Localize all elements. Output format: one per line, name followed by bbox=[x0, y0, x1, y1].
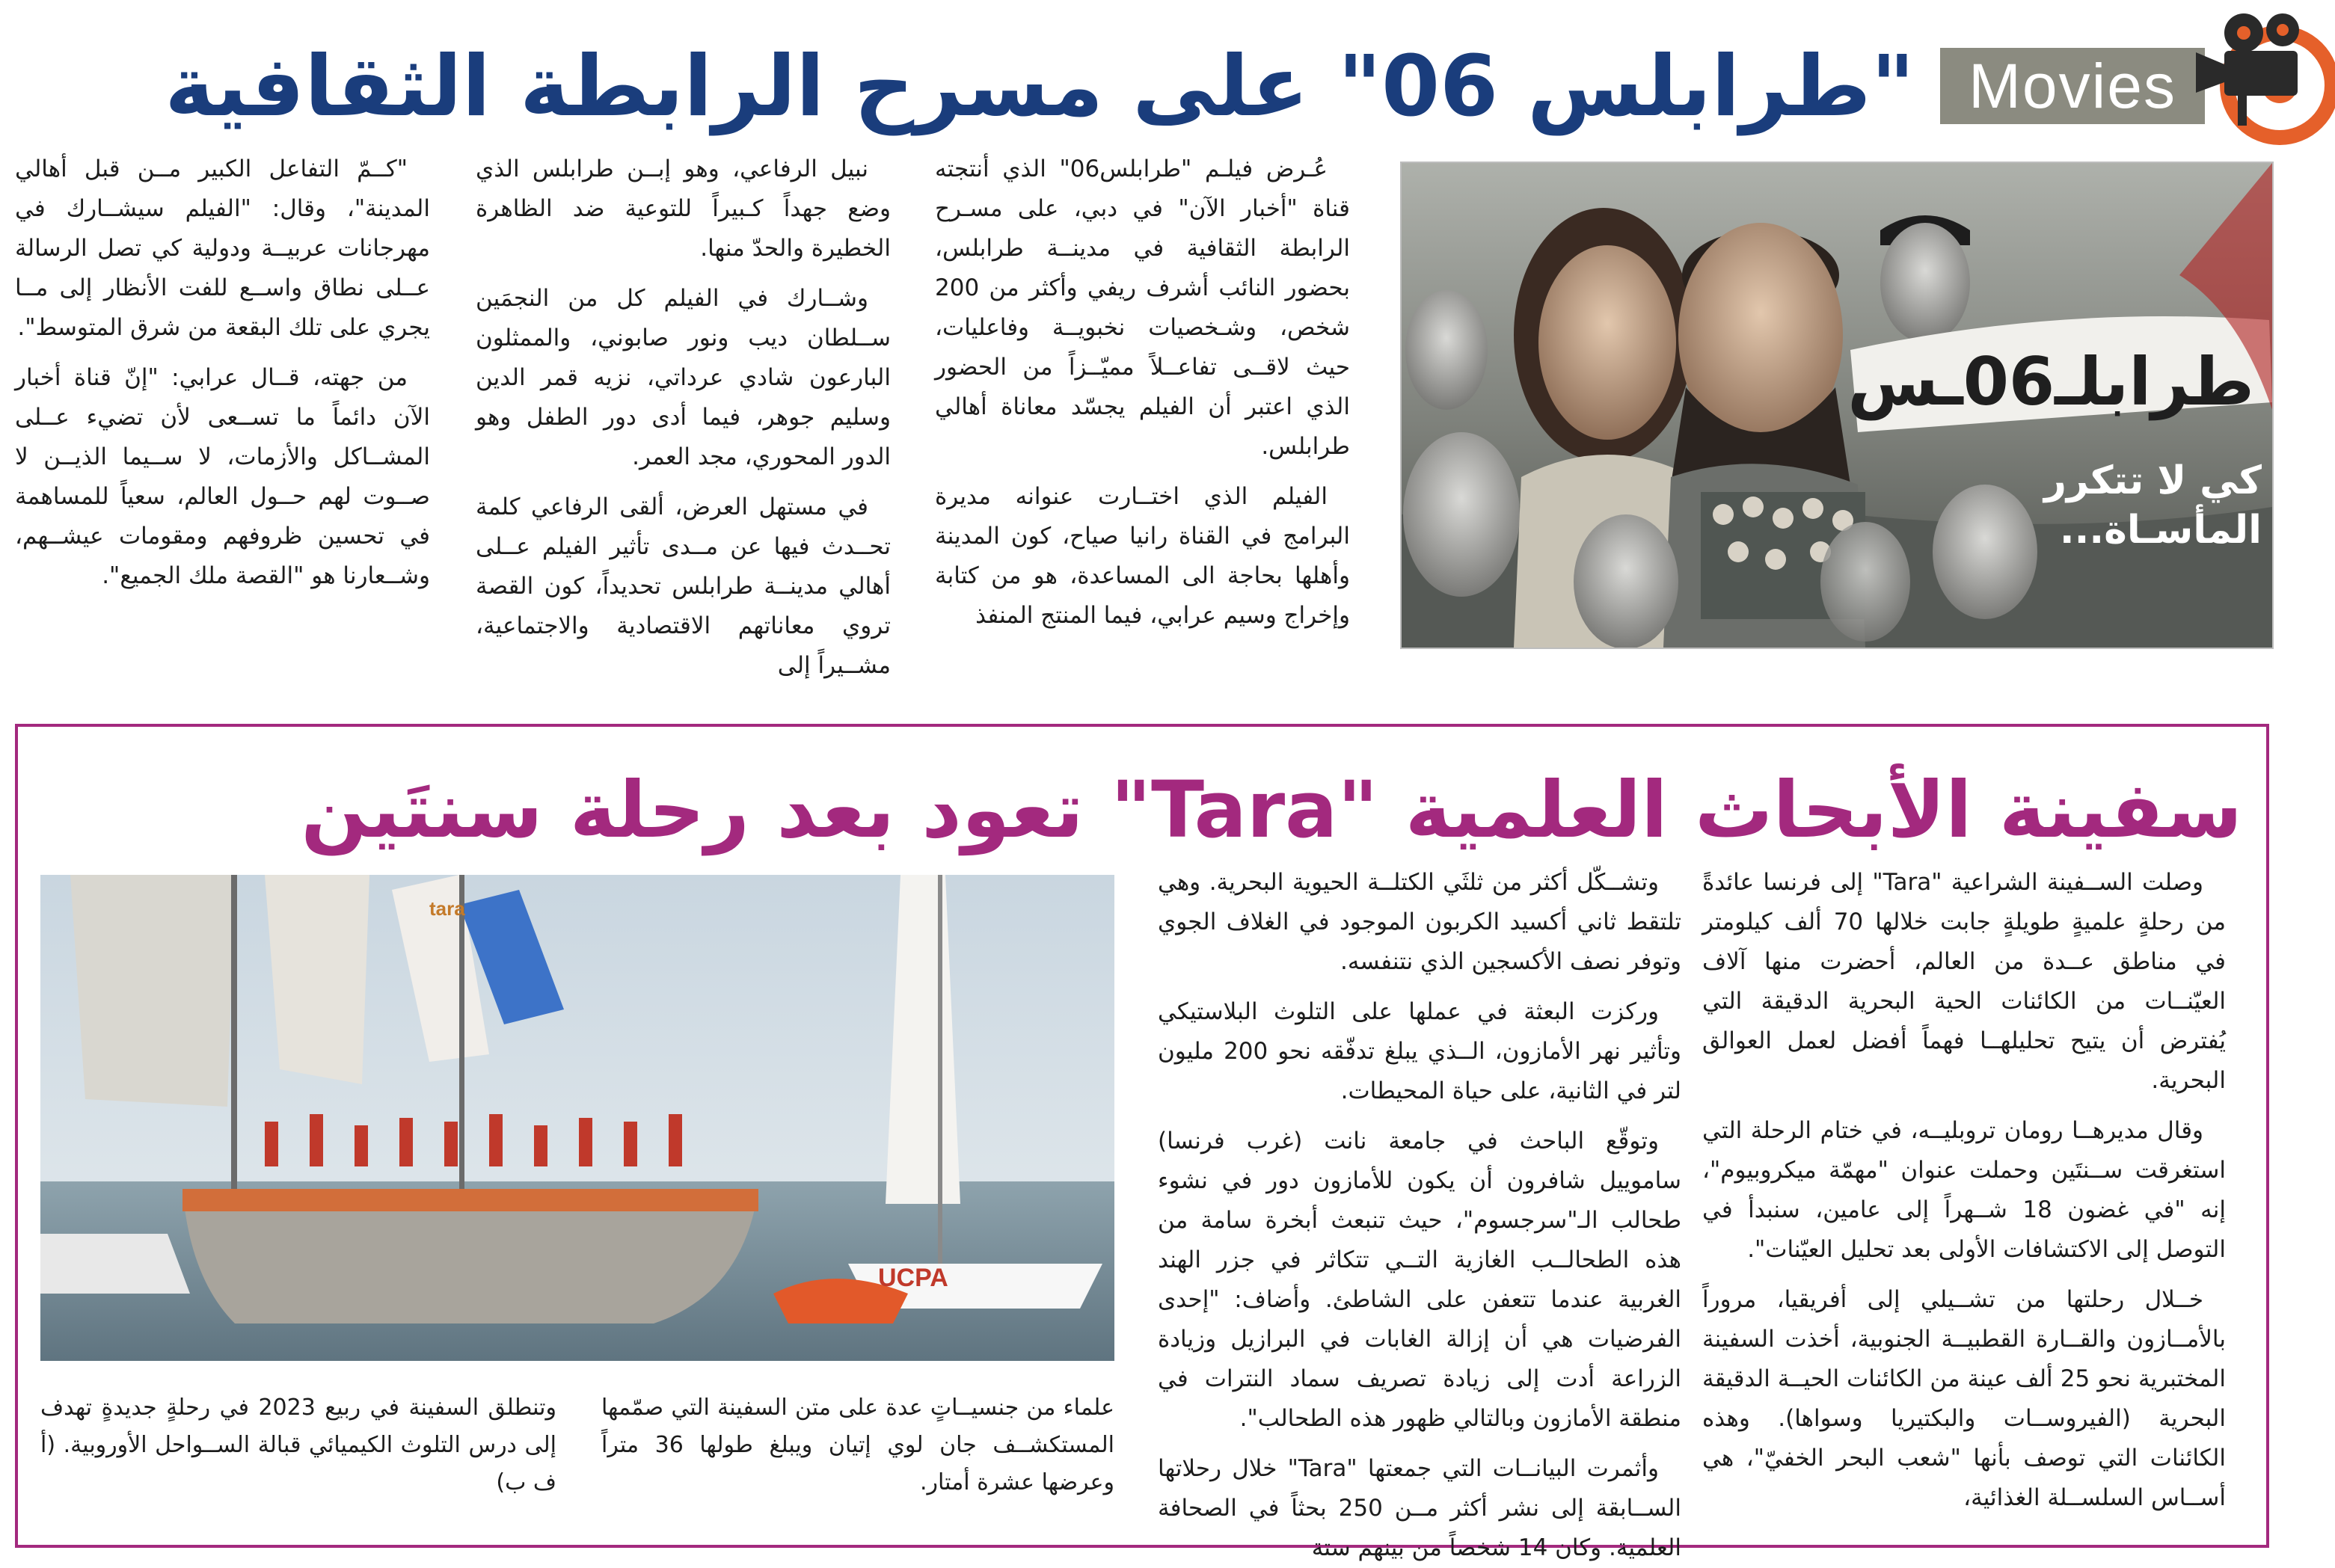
paragraph: الفيلم الذي اختــارت عنوانه مديرة البرامج في القناة رانيا صياح، كون المدينة وأهلها بحاجة الى المساعدة، هو من كتابة وإخراج وسيم عرابي، فيما المنتج المنفذ bbox=[935, 483, 1350, 629]
poster-tagline-line1: كي لا تتكرر bbox=[2043, 458, 2262, 503]
top-article-column-1 bbox=[935, 150, 1350, 658]
bottom-article-column-1 bbox=[1702, 863, 2226, 1536]
paragraph: في مستهل العرض، ألقى الرفاعي كلمة تحــدث فيها عن مــدى تأثير الفيلم عــلى أهالي مدينــة طرابلس تحديداً، كون القصة تروي معاناتهم الاقتصادية والاجتماعية، مشــيراً إلى bbox=[476, 494, 891, 679]
photo-caption-right bbox=[601, 1389, 1114, 1524]
paragraph: خــلال رحلتها من تشــيلي إلى أفريقيا، مروراً بالأمــازون والقــارة القطبيــة الجنوبية، أخذت السفينة المختبرية نحو 25 ألف عينة من الكائنات الحيــة الدقيقة البحرية (الفيروســات والبكتيريا وسواها). وهذه الكائنات التي توصف بأنها "شعب البحر الخفيّ"، هي أســاس السلســلة الغذائية، bbox=[1702, 1286, 2226, 1511]
paragraph: عُـرض فيلـم "طرابلس06" الذي أنتجته قناة "أخبار الآن" في دبي، على مسـرح الرابطة الثقافية في مدينــة طرابلس، بحضور النائب أشرف ريفي وأكثر من 200 شخص، وشـخصيات نخبويــة وفاعليات، حيث لاقــى تفاعــلاً مميّــزاً من الحضور الذي اعتبر أن الفيلم يجسّد معاناة أهالي طرابلس. bbox=[935, 156, 1350, 460]
photo-caption-left bbox=[40, 1389, 556, 1524]
paragraph: وتشــكّل أكثر من ثلثَي الكتلــة الحيوية البحرية. وهي تلتقط ثاني أكسيد الكربون الموجود في الغلاف الجوي وتوفر نصف الأكسجين الذي نتنفسه. bbox=[1158, 869, 1681, 975]
paragraph: علماء من جنسيــاتٍ عدة على متن السفينة التي صمّمها المستكشــف جان لوي إتيان ويبلغ طولها 36 متراً وعرضها عشرة أمتار. bbox=[601, 1395, 1114, 1495]
poster-tagline-line2: المأسـاة... bbox=[2059, 508, 2262, 553]
paragraph: وأثمرت البيانــات التي جمعتها "Tara" خلال رحلاتها الســابقة إلى نشر أكثر مــن 250 بحثاً في الصحافة العلمية. وكان 14 شخصاً من بينهم ستة bbox=[1158, 1455, 1681, 1561]
poster-tagline bbox=[2000, 456, 2262, 555]
top-headline: "طرابلس 06" على مسرح الرابطة الثقافية bbox=[165, 38, 1915, 135]
paragraph: وتنطلق السفينة في ربيع 2023 في رحلةٍ جديدةٍ تهدف إلى درس التلوث الكيميائي قبالة الســواحل الأوروبية. (أ ف ب) bbox=[40, 1395, 556, 1495]
top-article-column-2 bbox=[476, 150, 891, 679]
movie-poster-image bbox=[1400, 162, 2274, 649]
sail-mark: tara bbox=[429, 897, 465, 920]
paragraph: نبيل الرفاعي، وهو إبــن طرابلس الذي وضع جهداً كـبيراً للتوعية ضد الظاهرة الخطيرة والحدّ منها. bbox=[476, 156, 891, 262]
paragraph: من جهته، قــال عرابي: "إنّ قناة أخبار الآن دائماً ما تســعى لأن تضيء عــلى المشــاكل والأزمات، لا ســيما الذيــن لا صــوت لهم حــول العالم، سعياً للمساهمة في تحسين ظروفهم ومقومات عيشــهم، وشــعارنا هو "القصة ملك الجميع". bbox=[15, 364, 430, 589]
paragraph: وركزت البعثة في عملها على التلوث البلاستيكي وتأثير نهر الأمازون، الــذي يبلغ تدفّقه نحو 200 مليون لتر في الثانية، على حياة المحيطات. bbox=[1158, 998, 1681, 1104]
paragraph: وشــارك في الفيلم كل من النجمَين ســلطان ديب ونور صابوني، والممثلون البارعون شادي عرداتي، نزيه قمر الدين وسليم جوهر، فيما أدى دور الطفل وهو الدور المحوري، مجد العمر. bbox=[476, 285, 891, 470]
section-label-movies: Movies bbox=[1940, 48, 2205, 124]
ship-photo-image bbox=[40, 875, 1114, 1361]
boat-label: UCPA bbox=[878, 1264, 948, 1292]
bottom-article-column-2 bbox=[1158, 863, 1681, 1561]
paragraph: وصلت الســفينة الشراعية "Tara" إلى فرنسا عائدةً من رحلةٍ علميةٍ طويلةٍ جابت خلالها 70 ألف كيلومتر في مناطق عــدة من العالم، أحضرت منها آلاف العيّنــات من الكائنات الحية البحرية الدقيقة التي يُفترض أن يتيح تحليلهــا فهماً أفضل لعمل العوالق البحرية. bbox=[1702, 869, 2227, 1094]
bottom-headline: سفينة الأبحاث العلمية "Tara" تعود بعد رحلة سنتَين bbox=[301, 764, 2242, 855]
top-article-column-3 bbox=[15, 150, 430, 658]
paragraph: وتوقّع الباحث في جامعة نانت (غرب فرنسا) ساموييل شافرون أن يكون للأمازون دور في نشوء طحالب الـ"سرجسوم"، حيث تنبعث أبخرة سامة من هذه الطحالــب الغازية التــي تتكاثر في جزر الهند الغربية عندما تتعفن على الشاطئ. وأضاف: "إحدى الفرضيات هي أن إزالة الغابات في البرازيل وزيادة الزراعة أدت إلى زيادة تصريف سماد النترات في منطقة الأمازون وبالتالي ظهور هذه الطحالب". bbox=[1158, 1128, 1681, 1432]
paragraph: وقال مديرهــا رومان تروبليــه، في ختام الرحلة التي استغرقت ســنتَين وحملت عنوان "مهمّة ميكروبيوم"، إنه "في غضون 18 شــهراً إلى عامين، سنبدأ في التوصل إلى الاكتشافات الأولى بعد تحليل العيّنات". bbox=[1702, 1117, 2226, 1263]
paragraph: "كــمّ التفاعل الكبير مــن قبل أهالي المدينة"، وقال: "الفيلم سيشــارك في مهرجانات عربيــة ودولية كي تصل الرسالة عــلى نطاق واســع للفت الأنظار إلى مــا يجري على تلك البقعة من شرق المتوسط". bbox=[15, 156, 430, 341]
poster-title: طرابلـ06ـس bbox=[1847, 343, 2254, 420]
film-camera-reel-icon bbox=[2191, 4, 2335, 147]
